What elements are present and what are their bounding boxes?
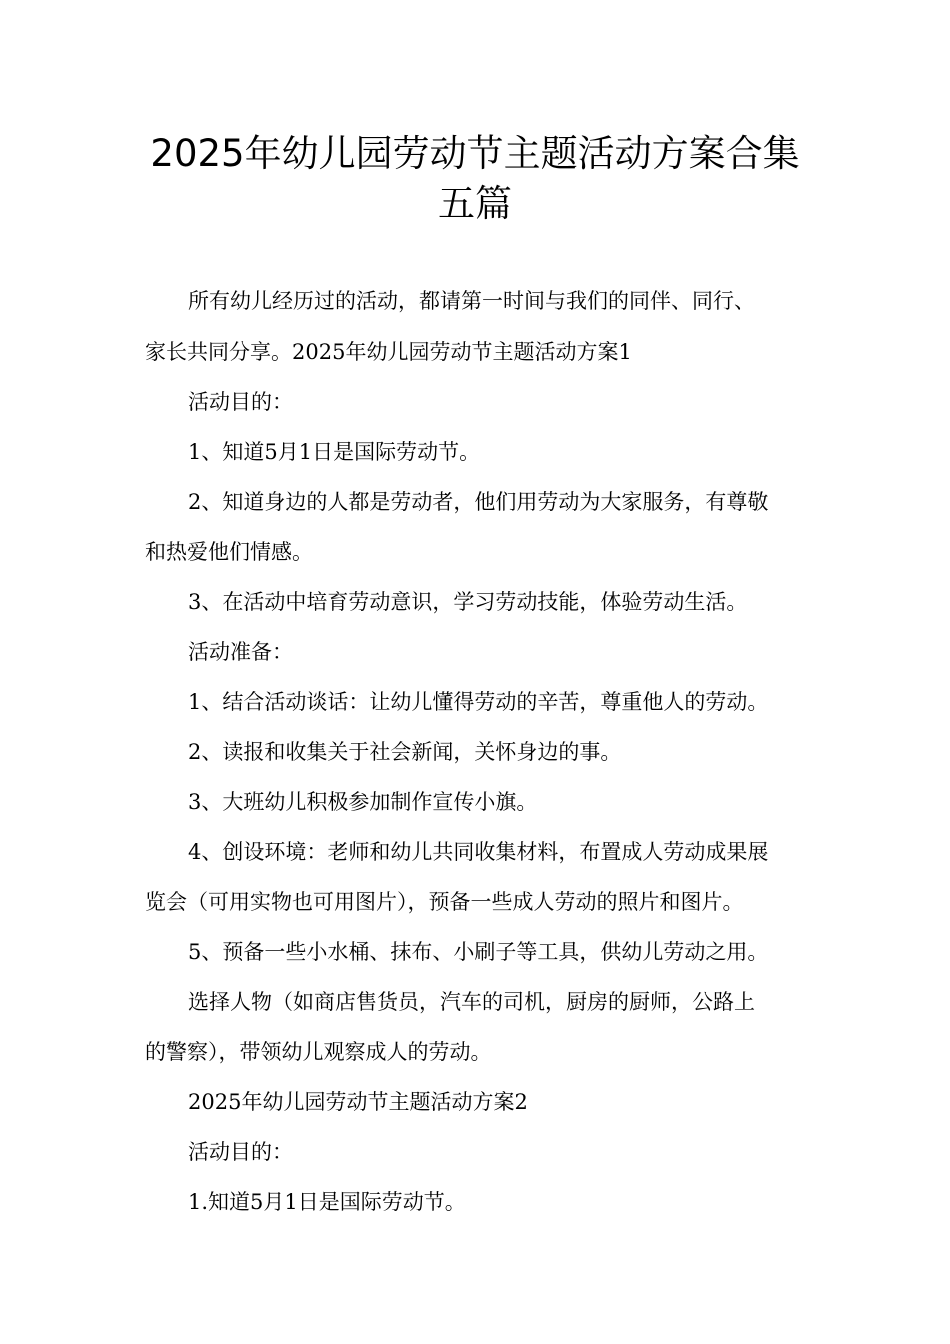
goal-item-2-line-1: 2、知道身边的人都是劳动者，他们用劳动为大家服务，有尊敬 [188,490,769,514]
document-title-line-1: 2025年幼儿园劳动节主题活动方案合集 [150,132,800,175]
prep-item-2: 2、读报和收集关于社会新闻，关怀身边的事。 [188,740,622,764]
prep-item-5: 5、预备一些小水桶、抹布、小刷子等工具，供幼儿劳动之用。 [188,940,769,964]
goal-2-item-1: 1.知道5月1日是国际劳动节。 [188,1190,466,1214]
goal-item-2-line-2: 和热爱他们情感。 [145,540,313,564]
prep-item-1: 1、结合活动谈话：让幼儿懂得劳动的辛苦，尊重他人的劳动。 [188,690,769,714]
paragraph-observe-line-1: 选择人物（如商店售货员，汽车的司机，厨房的厨师，公路上 [188,990,755,1014]
paragraph-observe-line-2: 的警察），带领幼儿观察成人的劳动。 [145,1040,492,1064]
section-heading-goals-1: 活动目的： [188,390,293,414]
prep-item-3: 3、大班幼儿积极参加制作宣传小旗。 [188,790,538,814]
goal-item-1: 1、知道5月1日是国际劳动节。 [188,440,481,464]
section-heading-goals-2: 活动目的： [188,1140,293,1164]
prep-item-4-line-2: 览会（可用实物也可用图片），预备一些成人劳动的照片和图片。 [145,890,744,914]
paragraph-intro-line-2: 家长共同分享。2025年幼儿园劳动节主题活动方案1 [145,340,632,364]
prep-item-4-line-1: 4、创设环境：老师和幼儿共同收集材料，布置成人劳动成果展 [188,840,769,864]
paragraph-intro-line-1: 所有幼儿经历过的活动，都请第一时间与我们的同伴、同行、 [188,289,755,313]
section-heading-preparation: 活动准备： [188,640,293,664]
goal-item-3: 3、在活动中培育劳动意识，学习劳动技能，体验劳动生活。 [188,590,748,614]
document-title-line-2: 五篇 [438,182,512,225]
section-heading-plan-2: 2025年幼儿园劳动节主题活动方案2 [188,1090,528,1114]
